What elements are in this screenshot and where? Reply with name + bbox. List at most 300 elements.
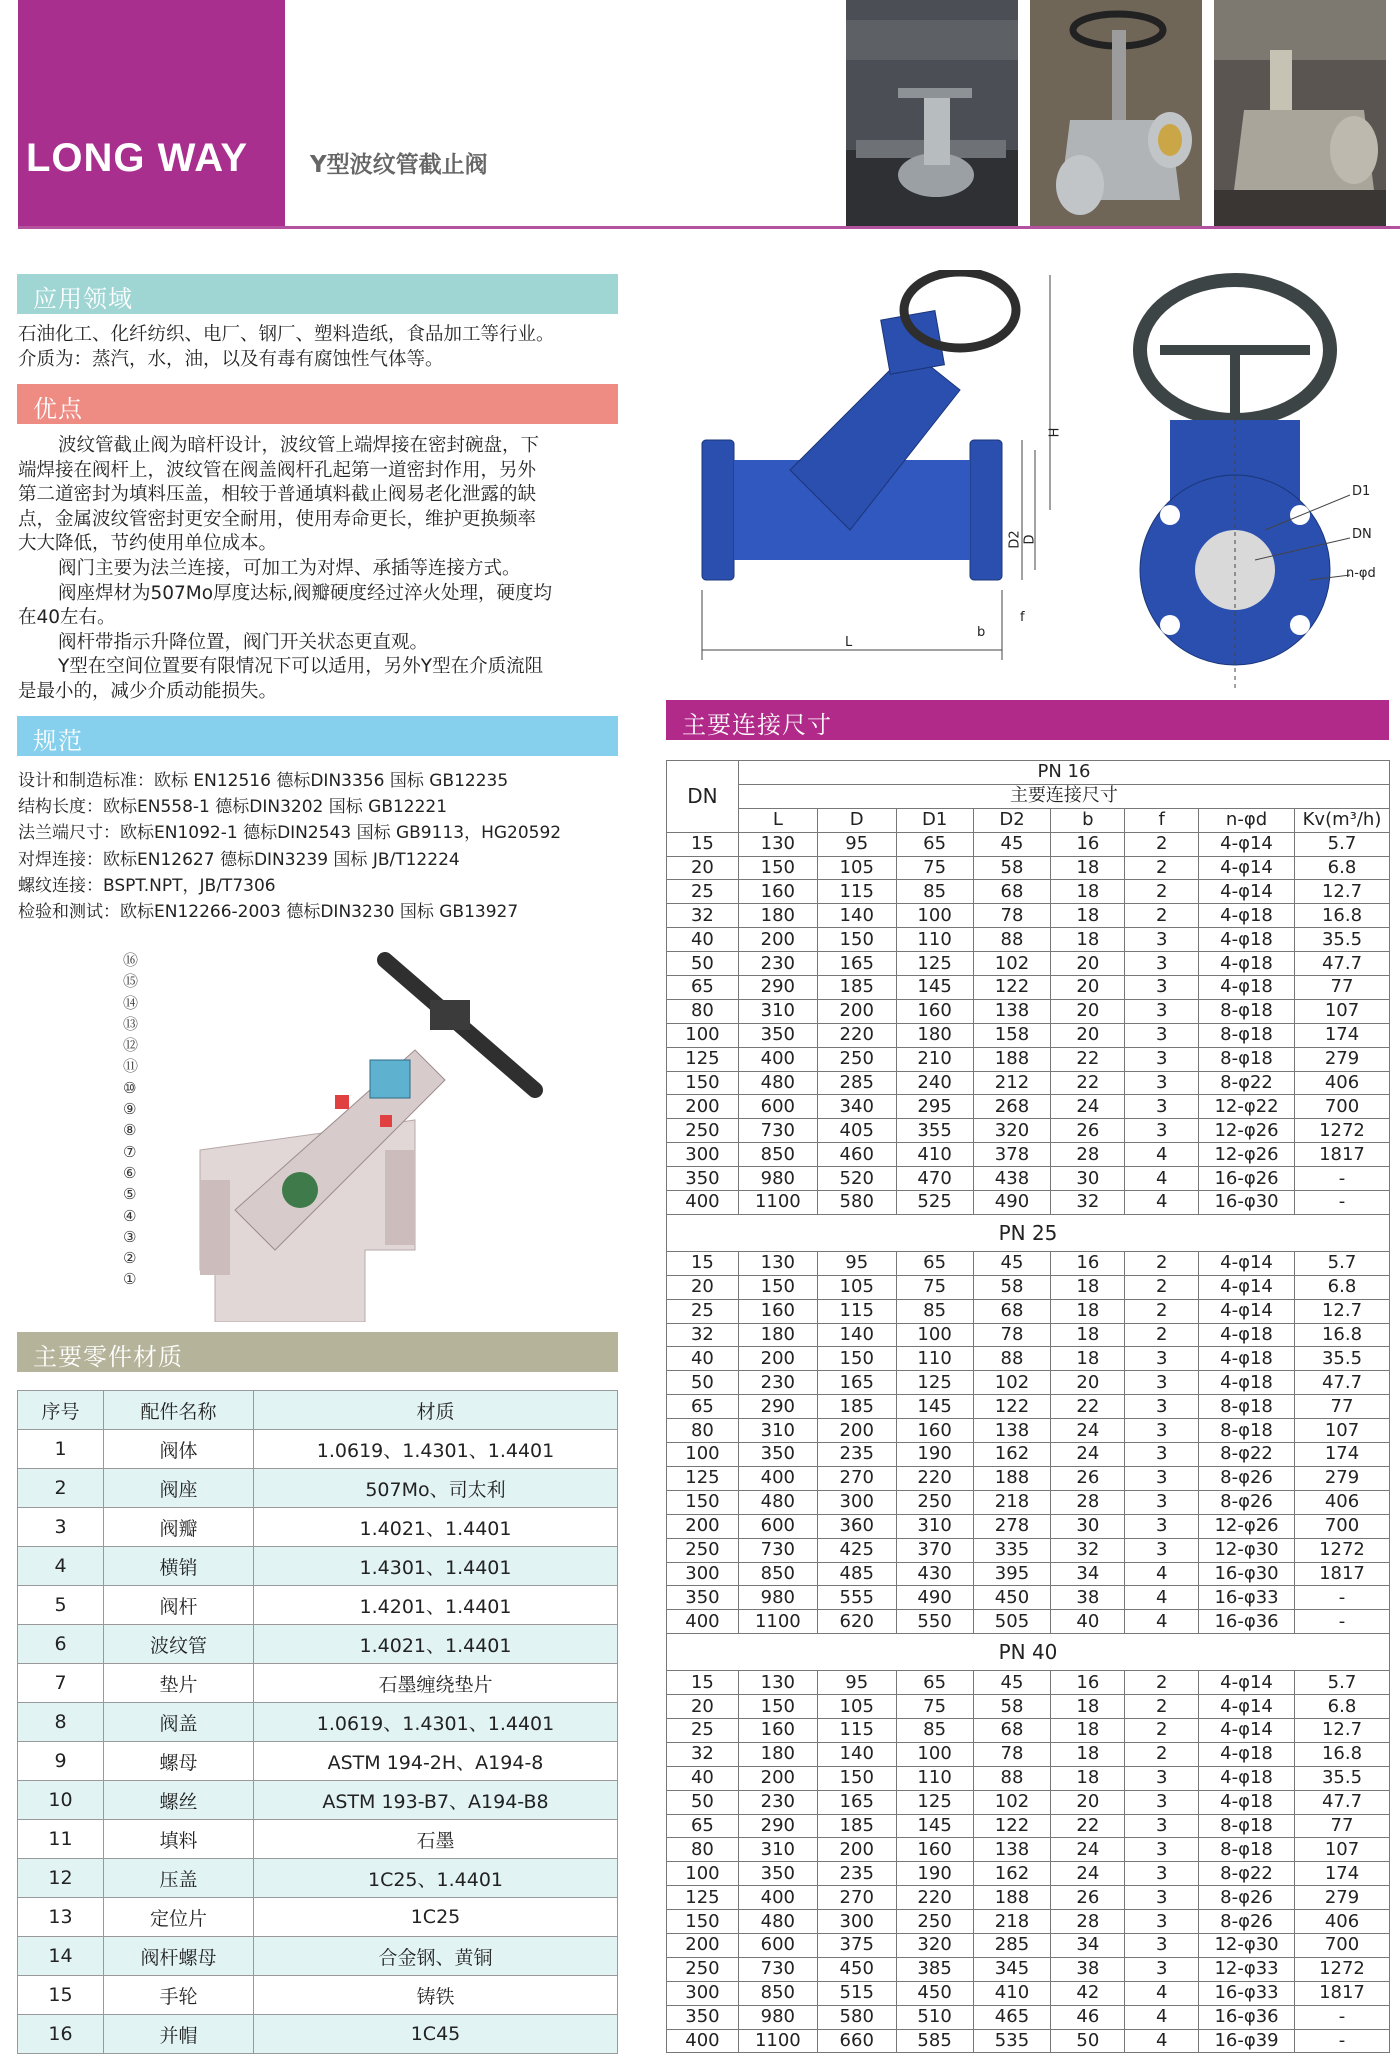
table-cell: 16-φ30	[1199, 1191, 1295, 1215]
table-row	[667, 1023, 1390, 1047]
table-cell: 16.8	[1294, 904, 1389, 928]
table-cell: 250	[896, 1910, 973, 1934]
table-cell: 3	[1125, 1910, 1199, 1934]
dim-column-header: L	[738, 808, 817, 832]
table-cell: 16	[1051, 1671, 1125, 1695]
materials-table	[17, 1390, 618, 2054]
product-photo-3	[1214, 0, 1386, 226]
table-cell: 620	[817, 1610, 896, 1634]
table-cell: 12.7	[1294, 1299, 1389, 1323]
table-cell: 4	[1125, 2029, 1199, 2053]
table-cell: 450	[817, 1957, 896, 1981]
table-cell: 100	[667, 1862, 739, 1886]
table-cell: 65	[667, 1395, 739, 1419]
table-cell: 8-φ18	[1199, 1419, 1295, 1443]
table-cell: 3	[1125, 1443, 1199, 1467]
table-cell: 2	[1125, 880, 1199, 904]
table-cell: 110	[896, 1766, 973, 1790]
pn-group-header: PN 16	[738, 761, 1389, 785]
dim-column-header: f	[1125, 808, 1199, 832]
table-cell: 95	[817, 1251, 896, 1275]
table-cell: 4-φ18	[1199, 1371, 1295, 1395]
table-cell: 250	[817, 1047, 896, 1071]
table-cell: 490	[896, 1586, 973, 1610]
table-cell: 12-φ33	[1199, 1957, 1295, 1981]
table-cell: 65	[896, 1671, 973, 1695]
table-cell: -	[1294, 1191, 1389, 1215]
table-cell: 110	[896, 1347, 973, 1371]
part-number: ⑩	[123, 1078, 137, 1097]
table-cell: 34	[1051, 1933, 1125, 1957]
table-cell: 45	[973, 1671, 1051, 1695]
part-number: ②	[123, 1249, 137, 1268]
table-cell: 22	[1051, 1395, 1125, 1419]
table-cell: 520	[817, 1167, 896, 1191]
table-cell: 174	[1294, 1862, 1389, 1886]
table-cell: 阀盖	[104, 1703, 254, 1742]
table-cell: 218	[973, 1490, 1051, 1514]
table-cell: 3	[1125, 1371, 1199, 1395]
table-cell: 25	[667, 1718, 739, 1742]
table-row	[18, 1859, 618, 1898]
table-cell: 212	[973, 1071, 1051, 1095]
table-cell: 75	[896, 1695, 973, 1719]
table-cell: 200	[667, 1095, 739, 1119]
table-cell: 730	[738, 1957, 817, 1981]
table-cell: 7	[18, 1664, 104, 1703]
table-cell: 32	[667, 1323, 739, 1347]
table-cell: 4	[1125, 2005, 1199, 2029]
table-cell: 4-φ14	[1199, 1299, 1295, 1323]
table-cell: 140	[817, 1742, 896, 1766]
table-cell: 980	[738, 1167, 817, 1191]
table-cell: 188	[973, 1886, 1051, 1910]
table-cell: 300	[667, 1562, 739, 1586]
table-cell: 3	[1125, 1395, 1199, 1419]
table-cell: 4-φ18	[1199, 976, 1295, 1000]
table-cell: 300	[817, 1910, 896, 1934]
part-number: ⑬	[123, 1014, 139, 1033]
table-cell: 16-φ33	[1199, 1981, 1295, 2005]
table-cell: 18	[1051, 1695, 1125, 1719]
table-cell: 16-φ39	[1199, 2029, 1295, 2053]
table-cell: 4-φ14	[1199, 1718, 1295, 1742]
table-cell: 1272	[1294, 1538, 1389, 1562]
table-row	[667, 2005, 1390, 2029]
table-cell: 240	[896, 1071, 973, 1095]
table-cell: 3	[1125, 952, 1199, 976]
table-cell: 15	[18, 1976, 104, 2015]
table-cell: 定位片	[104, 1898, 254, 1937]
table-cell: 1.4021、1.4401	[254, 1625, 618, 1664]
table-cell: 285	[817, 1071, 896, 1095]
table-cell: 32	[1051, 1538, 1125, 1562]
table-row	[667, 999, 1390, 1023]
table-row	[18, 1820, 618, 1859]
table-cell: 162	[973, 1862, 1051, 1886]
table-cell: 20	[1051, 1023, 1125, 1047]
table-cell: 2	[1125, 904, 1199, 928]
table-cell: 160	[738, 880, 817, 904]
table-cell: 阀杆	[104, 1586, 254, 1625]
table-cell: 4-φ14	[1199, 1695, 1295, 1719]
table-cell: 阀瓣	[104, 1508, 254, 1547]
table-row	[667, 1419, 1390, 1443]
table-cell: 4-φ14	[1199, 1671, 1295, 1695]
table-cell: 77	[1294, 1814, 1389, 1838]
text-line: 结构长度：欧标EN558-1 德标DIN3202 国标 GB12221	[18, 797, 448, 818]
table-cell: 160	[896, 1419, 973, 1443]
pn-group-header: PN 40	[667, 1634, 1390, 1671]
table-cell: 合金钢、黄铜	[254, 1937, 618, 1976]
text-line: 介质为：蒸汽，水，油，以及有毒有腐蚀性气体等。	[18, 349, 444, 370]
table-row	[667, 1323, 1390, 1347]
valve-side-view	[690, 270, 1080, 670]
pn-group-row	[667, 1634, 1390, 1671]
table-cell: 38	[1051, 1586, 1125, 1610]
table-cell: 80	[667, 1419, 739, 1443]
table-cell: 188	[973, 1466, 1051, 1490]
table-cell: 38	[1051, 1957, 1125, 1981]
section-header-dimensions: 主要连接尺寸	[666, 700, 1389, 740]
table-row	[667, 880, 1390, 904]
table-cell: 12-φ22	[1199, 1095, 1295, 1119]
table-cell: 310	[896, 1514, 973, 1538]
table-row	[18, 1586, 618, 1625]
table-cell: 77	[1294, 976, 1389, 1000]
table-cell: 480	[738, 1071, 817, 1095]
table-cell: 107	[1294, 999, 1389, 1023]
table-cell: 8-φ18	[1199, 1395, 1295, 1419]
table-cell: 180	[738, 1323, 817, 1347]
table-cell: 1817	[1294, 1981, 1389, 2005]
table-cell: 3	[1125, 1838, 1199, 1862]
table-cell: -	[1294, 1167, 1389, 1191]
table-cell: 335	[973, 1538, 1051, 1562]
table-cell: 6.8	[1294, 1695, 1389, 1719]
table-cell: 425	[817, 1538, 896, 1562]
table-cell: 290	[738, 1814, 817, 1838]
table-row	[667, 1490, 1390, 1514]
table-cell: 700	[1294, 1095, 1389, 1119]
table-row	[667, 1814, 1390, 1838]
dim-columns-row	[667, 808, 1390, 832]
materials-header-cell: 材质	[254, 1391, 618, 1430]
product-photo-2	[1030, 0, 1202, 226]
table-cell: 32	[667, 904, 739, 928]
table-cell: 8-φ26	[1199, 1490, 1295, 1514]
part-number: ⑥	[123, 1163, 137, 1182]
table-cell: 4-φ18	[1199, 1766, 1295, 1790]
table-row	[667, 1766, 1390, 1790]
table-cell: 1272	[1294, 1119, 1389, 1143]
table-cell: 12-φ26	[1199, 1514, 1295, 1538]
table-cell: 220	[817, 1023, 896, 1047]
table-cell: 16	[1051, 832, 1125, 856]
table-cell: 20	[1051, 999, 1125, 1023]
table-cell: 3	[1125, 1119, 1199, 1143]
table-cell: 350	[667, 1167, 739, 1191]
table-cell: 12-φ26	[1199, 1143, 1295, 1167]
table-cell: 340	[817, 1095, 896, 1119]
table-cell: 490	[973, 1191, 1051, 1215]
table-cell: 174	[1294, 1443, 1389, 1467]
part-number: ④	[123, 1206, 137, 1225]
table-cell: 3	[1125, 1933, 1199, 1957]
table-row	[667, 1119, 1390, 1143]
table-cell: 345	[973, 1957, 1051, 1981]
part-number: ⑭	[123, 993, 139, 1012]
table-cell: 200	[738, 928, 817, 952]
table-cell: 850	[738, 1143, 817, 1167]
materials-header-cell: 序号	[18, 1391, 104, 1430]
table-row	[667, 904, 1390, 928]
table-cell: 279	[1294, 1047, 1389, 1071]
table-cell: 3	[1125, 1466, 1199, 1490]
materials-header-cell: 配件名称	[104, 1391, 254, 1430]
table-cell: 85	[896, 880, 973, 904]
table-cell: 58	[973, 856, 1051, 880]
table-cell: 横销	[104, 1547, 254, 1586]
table-cell: 310	[738, 1419, 817, 1443]
table-cell: 1.4021、1.4401	[254, 1508, 618, 1547]
table-cell: 100	[667, 1443, 739, 1467]
table-cell: 145	[896, 1395, 973, 1419]
table-cell: 4-φ18	[1199, 928, 1295, 952]
table-cell: 34	[1051, 1562, 1125, 1586]
table-cell: 2	[1125, 1275, 1199, 1299]
table-cell: 4	[1125, 1610, 1199, 1634]
table-cell: 阀座	[104, 1469, 254, 1508]
table-cell: 270	[817, 1466, 896, 1490]
table-cell: 115	[817, 1299, 896, 1323]
table-cell: 122	[973, 1395, 1051, 1419]
table-cell: 18	[1051, 1299, 1125, 1323]
table-cell: 26	[1051, 1466, 1125, 1490]
table-row	[667, 856, 1390, 880]
flange-label-nd: n-φd	[1346, 566, 1376, 581]
brand-logo: LONG WAY	[26, 136, 249, 180]
pn-group-row	[667, 1214, 1390, 1251]
table-cell: 95	[817, 832, 896, 856]
table-cell: 9	[18, 1742, 104, 1781]
table-cell: 8-φ18	[1199, 1814, 1295, 1838]
table-row	[18, 2015, 618, 2054]
table-row	[667, 1695, 1390, 1719]
flange-label-dn: DN	[1352, 527, 1372, 542]
table-cell: 28	[1051, 1490, 1125, 1514]
table-row	[667, 1299, 1390, 1323]
table-cell: 40	[667, 1347, 739, 1371]
table-row	[667, 976, 1390, 1000]
section-header-materials: 主要零件材质	[17, 1332, 618, 1372]
table-cell: 160	[896, 1838, 973, 1862]
table-cell: 102	[973, 1371, 1051, 1395]
table-cell: 102	[973, 952, 1051, 976]
table-cell: 200	[738, 1766, 817, 1790]
dim-label-d2: D2	[1007, 530, 1023, 549]
table-cell: 460	[817, 1143, 896, 1167]
dimensions-table	[666, 760, 1390, 2053]
text-line: 端焊接在阀杆上，波纹管在阀盖阀杆孔起第一道密封作用，另外	[18, 459, 537, 481]
table-cell: 95	[817, 1671, 896, 1695]
dim-label-l: L	[845, 635, 853, 650]
table-cell: 80	[667, 999, 739, 1023]
table-cell: 300	[667, 1981, 739, 2005]
table-cell: 47.7	[1294, 1790, 1389, 1814]
table-cell: 1817	[1294, 1143, 1389, 1167]
table-cell: 12-φ30	[1199, 1538, 1295, 1562]
table-cell: 138	[973, 999, 1051, 1023]
table-cell: 235	[817, 1443, 896, 1467]
table-cell: 130	[738, 1251, 817, 1275]
dim-subheader-cell: 主要连接尺寸	[738, 784, 1389, 808]
table-cell: 16-φ36	[1199, 2005, 1295, 2029]
table-row	[18, 1742, 618, 1781]
table-cell: 12.7	[1294, 880, 1389, 904]
table-cell: 47.7	[1294, 1371, 1389, 1395]
table-cell: 355	[896, 1119, 973, 1143]
table-cell: 11	[18, 1820, 104, 1859]
table-cell: 1.4201、1.4401	[254, 1586, 618, 1625]
table-cell: 26	[1051, 1886, 1125, 1910]
part-number: ⑮	[123, 972, 139, 991]
table-row	[667, 1466, 1390, 1490]
table-cell: 压盖	[104, 1859, 254, 1898]
table-cell: 160	[896, 999, 973, 1023]
table-cell: 16-φ36	[1199, 1610, 1295, 1634]
table-cell: 185	[817, 1395, 896, 1419]
dim-subheader-row	[667, 784, 1390, 808]
table-cell: 230	[738, 1790, 817, 1814]
table-cell: 12	[18, 1859, 104, 1898]
table-row	[667, 1143, 1390, 1167]
table-cell: 88	[973, 1766, 1051, 1790]
table-row	[18, 1547, 618, 1586]
text-line: 法兰端尺寸：欧标EN1092-1 德标DIN2543 国标 GB9113，HG20592	[18, 823, 562, 844]
table-cell: 6.8	[1294, 1275, 1389, 1299]
part-number: ⑯	[123, 951, 139, 969]
table-cell: 580	[817, 1191, 896, 1215]
table-cell: 2	[18, 1469, 104, 1508]
table-cell: 1100	[738, 2029, 817, 2053]
table-cell: 6	[18, 1625, 104, 1664]
table-cell: 88	[973, 1347, 1051, 1371]
table-cell: 480	[738, 1910, 817, 1934]
dim-column-header: n-φd	[1199, 808, 1295, 832]
table-cell: 20	[1051, 976, 1125, 1000]
table-cell: 手轮	[104, 1976, 254, 2015]
table-row	[667, 1095, 1390, 1119]
table-cell: 555	[817, 1586, 896, 1610]
standards-text	[18, 768, 561, 925]
table-cell: 30	[1051, 1167, 1125, 1191]
table-cell: 138	[973, 1838, 1051, 1862]
section-header-advantages: 优点	[17, 384, 618, 424]
dim-label-b: b	[977, 625, 986, 640]
table-cell: 4	[1125, 1562, 1199, 1586]
table-cell: 250	[667, 1119, 739, 1143]
text-line: 大大降低，节约使用单位成本。	[18, 533, 278, 555]
table-cell: 阀杆螺母	[104, 1937, 254, 1976]
table-cell: 18	[1051, 880, 1125, 904]
table-cell: 4-φ18	[1199, 904, 1295, 928]
table-cell: 122	[973, 976, 1051, 1000]
table-cell: 24	[1051, 1838, 1125, 1862]
text-line: 螺纹连接：BSPT.NPT，JB/T7306	[18, 875, 276, 896]
part-number: ⑫	[123, 1036, 139, 1055]
table-cell: 8-φ18	[1199, 999, 1295, 1023]
table-cell: 3	[1125, 976, 1199, 1000]
table-cell: 4-φ18	[1199, 1742, 1295, 1766]
table-cell: 1100	[738, 1610, 817, 1634]
table-cell: 4	[1125, 1167, 1199, 1191]
header-divider	[18, 226, 1400, 229]
table-cell: 12.7	[1294, 1718, 1389, 1742]
table-row	[667, 1167, 1390, 1191]
table-cell: 并帽	[104, 2015, 254, 2054]
part-number: ⑤	[123, 1185, 137, 1204]
table-cell: 3	[1125, 1766, 1199, 1790]
table-cell: 250	[667, 1957, 739, 1981]
part-number-labels	[123, 950, 138, 1291]
table-cell: 158	[973, 1023, 1051, 1047]
table-cell: 300	[817, 1490, 896, 1514]
table-row	[667, 1514, 1390, 1538]
table-cell: 162	[973, 1443, 1051, 1467]
table-cell: 22	[1051, 1814, 1125, 1838]
table-cell: 58	[973, 1695, 1051, 1719]
table-cell: 3	[1125, 1095, 1199, 1119]
table-cell: 730	[738, 1119, 817, 1143]
table-cell: 50	[1051, 2029, 1125, 2053]
table-row	[667, 1371, 1390, 1395]
table-cell: 580	[817, 2005, 896, 2029]
table-cell: 3	[1125, 928, 1199, 952]
table-cell: 145	[896, 976, 973, 1000]
table-cell: 5.7	[1294, 832, 1389, 856]
table-cell: 200	[817, 999, 896, 1023]
section-header-application: 应用领域	[17, 274, 618, 314]
table-cell: 220	[896, 1886, 973, 1910]
table-cell: 24	[1051, 1443, 1125, 1467]
text-line: 对焊连接：欧标EN12627 德标DIN3239 国标 JB/T12224	[18, 849, 460, 870]
table-cell: 8-φ22	[1199, 1071, 1295, 1095]
table-row	[667, 1586, 1390, 1610]
table-cell: 310	[738, 999, 817, 1023]
table-cell: 2	[1125, 832, 1199, 856]
table-cell: 65	[896, 1251, 973, 1275]
table-cell: 18	[1051, 1742, 1125, 1766]
table-row	[18, 1664, 618, 1703]
table-cell: 350	[667, 2005, 739, 2029]
table-cell: 3	[1125, 1957, 1199, 1981]
dim-label-h: H	[1047, 427, 1063, 438]
table-cell: 50	[667, 952, 739, 976]
table-cell: 4	[1125, 1143, 1199, 1167]
table-cell: 140	[817, 904, 896, 928]
table-cell: 5.7	[1294, 1251, 1389, 1275]
table-cell: 3	[1125, 1538, 1199, 1562]
text-line: 是最小的，减少介质动能损失。	[18, 680, 278, 702]
part-number: ③	[123, 1227, 137, 1246]
table-cell: 125	[896, 952, 973, 976]
dim-column-header: D1	[896, 808, 973, 832]
table-cell: 218	[973, 1910, 1051, 1934]
table-cell: 110	[896, 928, 973, 952]
table-cell: 3	[1125, 1047, 1199, 1071]
table-cell: 410	[973, 1981, 1051, 2005]
